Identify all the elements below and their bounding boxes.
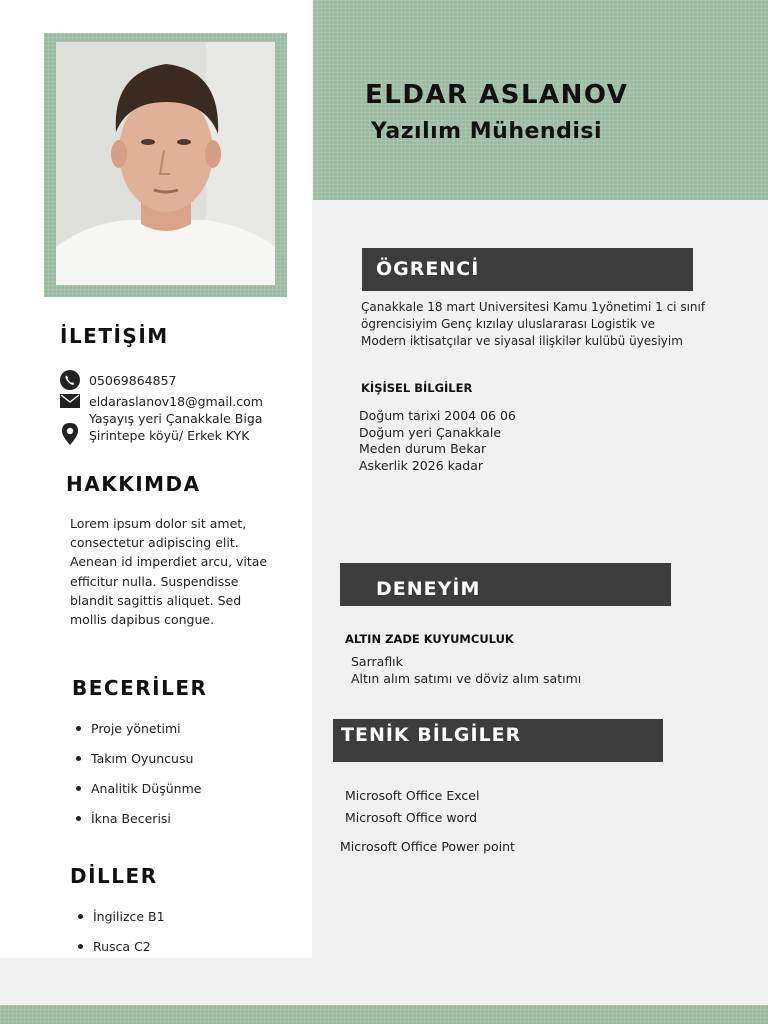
tech-item: Microsoft Office Excel xyxy=(345,788,480,803)
contact-phone-row xyxy=(60,370,176,390)
email-address[interactable]: eldaraslanov18@gmail.com xyxy=(89,393,263,409)
language-item: Rusca C2 xyxy=(78,931,165,961)
languages-list xyxy=(78,901,165,961)
skill-item: Proje yönetimi xyxy=(76,713,201,743)
student-line: ögrencisiyim Genç kızılay uluslararası Logistik ve xyxy=(361,317,656,331)
personal-line: Doğum yeri Çanakkale xyxy=(359,424,502,440)
about-line: blandit sagittis aliquet. Sed xyxy=(70,592,242,608)
mail-icon xyxy=(60,391,80,411)
contact-email-row xyxy=(60,391,263,411)
person-photo-icon xyxy=(56,42,275,285)
personal-line: Askerlik 2026 kadar xyxy=(359,457,484,473)
about-line: efficitur nulla. Suspendisse xyxy=(70,573,239,589)
profile-photo xyxy=(56,42,275,285)
skills-heading: BECERİLER xyxy=(72,676,208,700)
address-line-2: Şirintepe köyü/ Erkek KYK xyxy=(89,428,250,443)
experience-heading: DENEYİM xyxy=(376,578,481,600)
photo-frame xyxy=(44,33,287,297)
footer-band xyxy=(0,1005,768,1024)
contact-heading: İLETİŞİM xyxy=(60,324,169,348)
languages-heading: DİLLER xyxy=(70,864,158,888)
student-line: Çanakkale 18 mart Universitesi Kamu 1yönetimi 1 ci sınıf xyxy=(361,300,706,314)
skills-list xyxy=(76,713,201,833)
phone-icon xyxy=(60,370,80,390)
personal-line: Doğum tarixi 2004 06 06 xyxy=(359,408,516,423)
experience-details xyxy=(351,654,581,687)
about-line: Lorem ipsum dolor sit amet, xyxy=(70,516,247,531)
student-heading: ÖGRENCİ xyxy=(376,258,480,280)
job-title: Yazılım Mühendisi xyxy=(371,119,602,144)
skill-item: Analitik Düşünme xyxy=(76,773,201,803)
about-line: Aenean id imperdiet arcu, vitae xyxy=(70,554,268,570)
experience-heading-bar xyxy=(340,563,671,606)
experience-line: Sarraflık xyxy=(351,654,403,669)
contact-address-row xyxy=(60,410,262,444)
student-text xyxy=(361,299,705,350)
personal-heading: KİŞİSEL BİLGİLER xyxy=(361,381,473,395)
address-line-1: Yaşayış yeri Çanakkale Biga xyxy=(89,411,263,426)
technical-heading: TENİK BİLGİLER xyxy=(341,724,522,746)
tech-item: Microsoft Office Power point xyxy=(340,839,515,854)
company-name: ALTIN ZADE KUYUMCULUK xyxy=(345,632,514,646)
full-name: ELDAR ASLANOV xyxy=(365,80,629,110)
tech-item: Microsoft Office word xyxy=(345,810,478,825)
student-line: Modern iktisatçılar ve siyasal ilişkilər kulübü üyesiyim xyxy=(361,334,683,348)
language-item: İngilizce B1 xyxy=(78,901,165,931)
technical-heading-bar xyxy=(333,719,663,762)
about-line: consectetur adipiscing elit. xyxy=(70,535,239,551)
about-heading: HAKKIMDA xyxy=(66,472,201,496)
about-text xyxy=(70,514,267,629)
phone-number[interactable]: 05069864857 xyxy=(89,372,177,388)
personal-line: Meden durum Bekar xyxy=(359,441,487,456)
skill-item: İkna Becerisi xyxy=(76,803,201,833)
student-heading-bar xyxy=(362,248,693,291)
experience-line: Altın alım satımı ve döviz alım satımı xyxy=(351,670,582,686)
location-pin-icon xyxy=(60,424,80,444)
about-line: mollis dapibus congue. xyxy=(70,612,215,628)
skill-item: Takım Oyuncusu xyxy=(76,743,201,773)
personal-info xyxy=(359,408,516,474)
